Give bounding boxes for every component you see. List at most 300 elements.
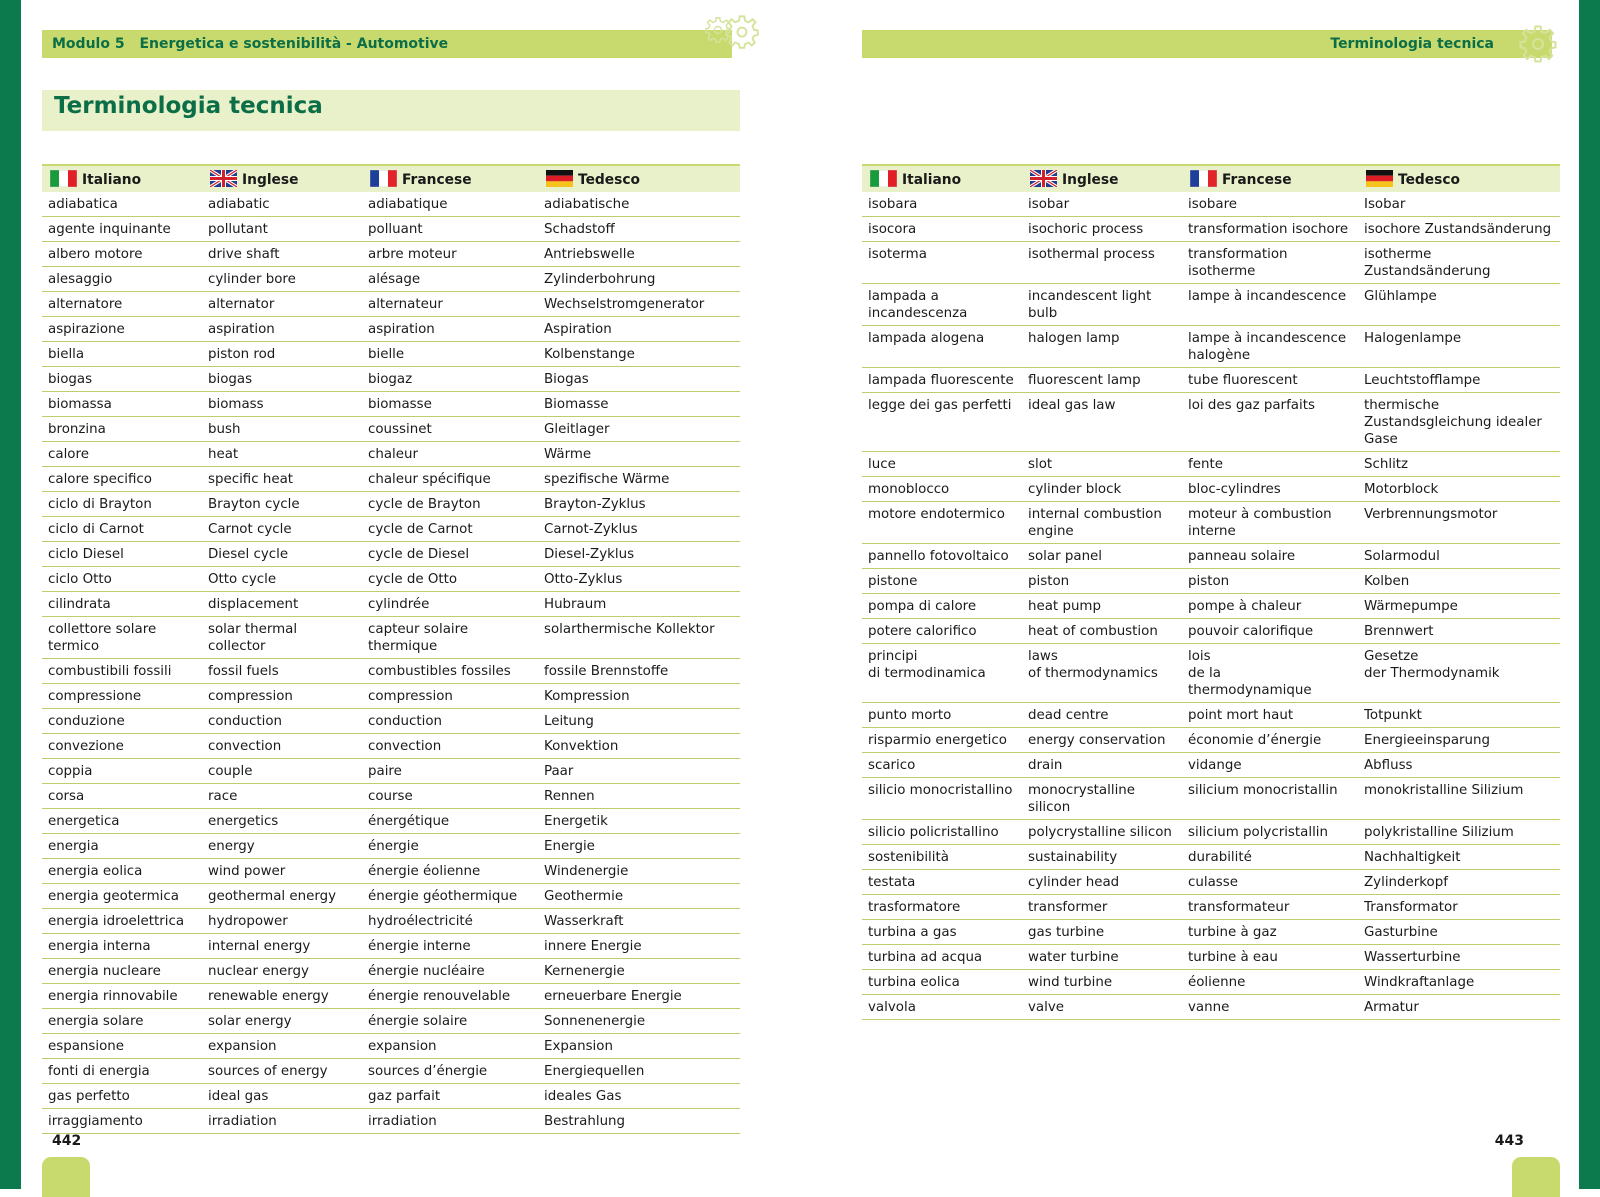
column-label: Francese xyxy=(1222,172,1292,188)
column-header-italian xyxy=(42,165,202,192)
term-italian: gas perfetto xyxy=(42,1084,202,1109)
term-german: Diesel-Zyklus xyxy=(538,542,740,567)
term-italian: lampada alogena xyxy=(862,326,1022,368)
table-row xyxy=(42,242,740,267)
term-french: paire xyxy=(362,759,538,784)
term-german: Leuchtstofflampe xyxy=(1358,368,1560,393)
term-french: durabilité xyxy=(1182,845,1358,870)
term-italian: punto morto xyxy=(862,703,1022,728)
table-row xyxy=(42,984,740,1009)
term-english: drain xyxy=(1022,753,1182,778)
term-german: Otto-Zyklus xyxy=(538,567,740,592)
term-french: énergie nucléaire xyxy=(362,959,538,984)
term-french: biogaz xyxy=(362,367,538,392)
term-english: renewable energy xyxy=(202,984,362,1009)
term-german: Bestrahlung xyxy=(538,1109,740,1134)
term-italian: energia interna xyxy=(42,934,202,959)
term-english: isochoric process xyxy=(1022,217,1182,242)
term-german: Glühlampe xyxy=(1358,284,1560,326)
table-row xyxy=(862,970,1560,995)
table-row xyxy=(42,442,740,467)
term-italian: sostenibilità xyxy=(862,845,1022,870)
term-italian: motore endotermico xyxy=(862,502,1022,544)
table-row xyxy=(862,995,1560,1020)
term-french: énergie géothermique xyxy=(362,884,538,909)
term-english: isothermal process xyxy=(1022,242,1182,284)
term-english: laws of thermodynamics xyxy=(1022,644,1182,703)
term-french: éolienne xyxy=(1182,970,1358,995)
page-tab xyxy=(1512,1157,1560,1197)
term-english: ideal gas xyxy=(202,1084,362,1109)
uk-flag-icon xyxy=(210,172,242,188)
term-french: chaleur xyxy=(362,442,538,467)
france-flag-icon xyxy=(1190,172,1222,188)
term-english: energy conservation xyxy=(1022,728,1182,753)
term-french: coussinet xyxy=(362,417,538,442)
table-row xyxy=(862,284,1560,326)
term-french: biomasse xyxy=(362,392,538,417)
term-german: Kolbenstange xyxy=(538,342,740,367)
term-german: Geothermie xyxy=(538,884,740,909)
term-french: tube fluorescent xyxy=(1182,368,1358,393)
term-italian: calore xyxy=(42,442,202,467)
term-english: cylinder block xyxy=(1022,477,1182,502)
term-english: biomass xyxy=(202,392,362,417)
term-english: wind turbine xyxy=(1022,970,1182,995)
table-row xyxy=(862,502,1560,544)
term-french: vanne xyxy=(1182,995,1358,1020)
table-row xyxy=(42,934,740,959)
term-german: solarthermische Kollektor xyxy=(538,617,740,659)
table-row xyxy=(42,617,740,659)
term-italian: convezione xyxy=(42,734,202,759)
term-german: Abfluss xyxy=(1358,753,1560,778)
term-italian: energia rinnovabile xyxy=(42,984,202,1009)
page-tab xyxy=(42,1157,90,1197)
table-row xyxy=(42,592,740,617)
term-german: Solarmodul xyxy=(1358,544,1560,569)
term-french: énergie éolienne xyxy=(362,859,538,884)
term-english: cylinder head xyxy=(1022,870,1182,895)
term-italian: lampada a incandescenza xyxy=(862,284,1022,326)
term-german: Energie xyxy=(538,834,740,859)
term-german: Wärmepumpe xyxy=(1358,594,1560,619)
column-header-german xyxy=(538,165,740,192)
table-row xyxy=(42,567,740,592)
term-english: adiabatic xyxy=(202,192,362,217)
page-right xyxy=(862,0,1560,1189)
column-header-italian xyxy=(862,165,1022,192)
term-english: sources of energy xyxy=(202,1059,362,1084)
term-french: chaleur spécifique xyxy=(362,467,538,492)
term-english: Otto cycle xyxy=(202,567,362,592)
term-english: energetics xyxy=(202,809,362,834)
table-row xyxy=(862,544,1560,569)
table-row xyxy=(862,870,1560,895)
term-french: culasse xyxy=(1182,870,1358,895)
term-french: cycle de Otto xyxy=(362,567,538,592)
term-italian: lampada fluorescente xyxy=(862,368,1022,393)
table-row xyxy=(862,895,1560,920)
table-row xyxy=(42,1009,740,1034)
term-german: Nachhaltigkeit xyxy=(1358,845,1560,870)
table-row xyxy=(862,477,1560,502)
term-french: course xyxy=(362,784,538,809)
page-left xyxy=(42,0,740,1189)
term-french: alésage xyxy=(362,267,538,292)
table-row xyxy=(42,1109,740,1134)
table-row xyxy=(862,845,1560,870)
table-row xyxy=(862,594,1560,619)
term-english: race xyxy=(202,784,362,809)
table-row xyxy=(42,709,740,734)
term-french: lampe à incandescence xyxy=(1182,284,1358,326)
term-english: aspiration xyxy=(202,317,362,342)
table-row xyxy=(42,809,740,834)
term-german: isochore Zustandsänderung xyxy=(1358,217,1560,242)
table-row xyxy=(42,542,740,567)
term-italian: turbina eolica xyxy=(862,970,1022,995)
term-french: fente xyxy=(1182,452,1358,477)
table-row xyxy=(42,784,740,809)
column-label: Tedesco xyxy=(578,172,641,188)
term-italian: legge dei gas perfetti xyxy=(862,393,1022,452)
term-german: Energetik xyxy=(538,809,740,834)
table-row xyxy=(862,778,1560,820)
term-english: energy xyxy=(202,834,362,859)
term-italian: alesaggio xyxy=(42,267,202,292)
table-row xyxy=(862,217,1560,242)
term-italian: turbina a gas xyxy=(862,920,1022,945)
term-french: énergie xyxy=(362,834,538,859)
term-french: conduction xyxy=(362,709,538,734)
term-english: halogen lamp xyxy=(1022,326,1182,368)
gear-icon xyxy=(1518,24,1558,64)
term-italian: monoblocco xyxy=(862,477,1022,502)
page-edge-right xyxy=(1579,0,1600,1189)
term-english: slot xyxy=(1022,452,1182,477)
italy-flag-icon xyxy=(50,172,82,188)
table-row xyxy=(42,834,740,859)
term-german: Totpunkt xyxy=(1358,703,1560,728)
term-italian: pompa di calore xyxy=(862,594,1022,619)
term-italian: isoterma xyxy=(862,242,1022,284)
term-french: adiabatique xyxy=(362,192,538,217)
term-english: heat pump xyxy=(1022,594,1182,619)
term-french: énergétique xyxy=(362,809,538,834)
table-row xyxy=(862,393,1560,452)
term-english: solar panel xyxy=(1022,544,1182,569)
table-row xyxy=(42,492,740,517)
table-row xyxy=(862,192,1560,217)
table-row xyxy=(862,703,1560,728)
term-german: Motorblock xyxy=(1358,477,1560,502)
term-french: point mort haut xyxy=(1182,703,1358,728)
term-french: pompe à chaleur xyxy=(1182,594,1358,619)
section-title-box xyxy=(42,90,740,131)
term-german: Brayton-Zyklus xyxy=(538,492,740,517)
table-row xyxy=(862,920,1560,945)
term-english: internal combustion engine xyxy=(1022,502,1182,544)
term-english: solar energy xyxy=(202,1009,362,1034)
term-french: lois de la thermodynamique xyxy=(1182,644,1358,703)
term-german: Kompression xyxy=(538,684,740,709)
term-italian: collettore solare termico xyxy=(42,617,202,659)
table-row xyxy=(42,192,740,217)
term-french: loi des gaz parfaits xyxy=(1182,393,1358,452)
term-german: Energiequellen xyxy=(538,1059,740,1084)
term-french: sources d’énergie xyxy=(362,1059,538,1084)
term-french: compression xyxy=(362,684,538,709)
term-italian: principi di termodinamica xyxy=(862,644,1022,703)
term-italian: conduzione xyxy=(42,709,202,734)
term-english: sustainability xyxy=(1022,845,1182,870)
term-italian: coppia xyxy=(42,759,202,784)
term-italian: agente inquinante xyxy=(42,217,202,242)
italy-flag-icon xyxy=(870,172,902,188)
term-french: cycle de Carnot xyxy=(362,517,538,542)
term-italian: adiabatica xyxy=(42,192,202,217)
term-english: monocrystalline silicon xyxy=(1022,778,1182,820)
term-italian: turbina ad acqua xyxy=(862,945,1022,970)
term-english: fluorescent lamp xyxy=(1022,368,1182,393)
term-german: thermische Zustandsgleichung idealer Gase xyxy=(1358,393,1560,452)
term-french: énergie renouvelable xyxy=(362,984,538,1009)
term-english: dead centre xyxy=(1022,703,1182,728)
table-row xyxy=(42,684,740,709)
term-italian: alternatore xyxy=(42,292,202,317)
term-english: heat xyxy=(202,442,362,467)
column-label: Inglese xyxy=(1062,172,1119,188)
table-row xyxy=(862,242,1560,284)
term-french: bielle xyxy=(362,342,538,367)
term-english: convection xyxy=(202,734,362,759)
column-label: Tedesco xyxy=(1398,172,1461,188)
term-french: cycle de Brayton xyxy=(362,492,538,517)
section-header-band xyxy=(862,30,1552,58)
column-label: Francese xyxy=(402,172,472,188)
term-english: polycrystalline silicon xyxy=(1022,820,1182,845)
page-number: 443 xyxy=(1494,1133,1524,1149)
term-english: heat of combustion xyxy=(1022,619,1182,644)
term-english: expansion xyxy=(202,1034,362,1059)
table-row xyxy=(42,959,740,984)
term-italian: silicio monocristallino xyxy=(862,778,1022,820)
term-french: isobare xyxy=(1182,192,1358,217)
term-french: turbine à gaz xyxy=(1182,920,1358,945)
term-german: innere Energie xyxy=(538,934,740,959)
term-french: cylindrée xyxy=(362,592,538,617)
term-italian: isocora xyxy=(862,217,1022,242)
term-german: Gasturbine xyxy=(1358,920,1560,945)
term-italian: testata xyxy=(862,870,1022,895)
term-italian: compressione xyxy=(42,684,202,709)
term-french: hydroélectricité xyxy=(362,909,538,934)
table-row xyxy=(42,759,740,784)
term-italian: energia solare xyxy=(42,1009,202,1034)
term-french: silicium polycristallin xyxy=(1182,820,1358,845)
term-german: Windenergie xyxy=(538,859,740,884)
vocabulary-table-left xyxy=(42,164,740,1134)
term-english: Brayton cycle xyxy=(202,492,362,517)
term-italian: biomassa xyxy=(42,392,202,417)
term-german: monokristalline Silizium xyxy=(1358,778,1560,820)
module-label: Modulo 5 xyxy=(52,36,125,52)
term-french: aspiration xyxy=(362,317,538,342)
term-french: piston xyxy=(1182,569,1358,594)
table-row xyxy=(862,326,1560,368)
table-row xyxy=(42,909,740,934)
column-header-german xyxy=(1358,165,1560,192)
term-french: transformation isotherme xyxy=(1182,242,1358,284)
term-english: piston rod xyxy=(202,342,362,367)
term-german: Transformator xyxy=(1358,895,1560,920)
section-header: Terminologia tecnica xyxy=(1330,36,1494,52)
table-row xyxy=(42,1059,740,1084)
term-french: économie d’énergie xyxy=(1182,728,1358,753)
term-french: panneau solaire xyxy=(1182,544,1358,569)
term-french: vidange xyxy=(1182,753,1358,778)
term-german: Armatur xyxy=(1358,995,1560,1020)
term-italian: ciclo di Brayton xyxy=(42,492,202,517)
term-english: nuclear energy xyxy=(202,959,362,984)
term-italian: combustibili fossili xyxy=(42,659,202,684)
term-german: spezifische Wärme xyxy=(538,467,740,492)
page-title: Terminologia tecnica xyxy=(54,93,323,119)
term-french: bloc-cylindres xyxy=(1182,477,1358,502)
term-french: combustibles fossiles xyxy=(362,659,538,684)
term-italian: valvola xyxy=(862,995,1022,1020)
term-english: specific heat xyxy=(202,467,362,492)
term-german: Brennwert xyxy=(1358,619,1560,644)
term-german: Leitung xyxy=(538,709,740,734)
term-french: énergie solaire xyxy=(362,1009,538,1034)
germany-flag-icon xyxy=(546,172,578,188)
term-german: Verbrennungsmotor xyxy=(1358,502,1560,544)
term-italian: energia geotermica xyxy=(42,884,202,909)
term-german: Hubraum xyxy=(538,592,740,617)
term-english: internal energy xyxy=(202,934,362,959)
term-italian: pannello fotovoltaico xyxy=(862,544,1022,569)
term-french: transformateur xyxy=(1182,895,1358,920)
column-header-french xyxy=(1182,165,1358,192)
term-french: capteur solaire thermique xyxy=(362,617,538,659)
table-row xyxy=(42,292,740,317)
table-row xyxy=(862,619,1560,644)
term-english: couple xyxy=(202,759,362,784)
term-english: incandescent light bulb xyxy=(1022,284,1182,326)
table-row xyxy=(42,1084,740,1109)
term-german: ideales Gas xyxy=(538,1084,740,1109)
term-italian: isobara xyxy=(862,192,1022,217)
table-row xyxy=(862,728,1560,753)
table-row xyxy=(42,884,740,909)
term-german: Wärme xyxy=(538,442,740,467)
table-row xyxy=(862,452,1560,477)
term-english: drive shaft xyxy=(202,242,362,267)
module-subject: Energetica e sostenibilità - Automotive xyxy=(139,36,449,52)
table-row xyxy=(862,569,1560,594)
term-french: énergie interne xyxy=(362,934,538,959)
term-german: Gesetze der Thermodynamik xyxy=(1358,644,1560,703)
term-english: valve xyxy=(1022,995,1182,1020)
column-header-english xyxy=(202,165,362,192)
term-english: biogas xyxy=(202,367,362,392)
term-german: Rennen xyxy=(538,784,740,809)
term-german: Sonnenenergie xyxy=(538,1009,740,1034)
term-french: irradiation xyxy=(362,1109,538,1134)
term-french: gaz parfait xyxy=(362,1084,538,1109)
term-german: Wasserturbine xyxy=(1358,945,1560,970)
term-english: isobar xyxy=(1022,192,1182,217)
table-row xyxy=(42,217,740,242)
term-german: Biogas xyxy=(538,367,740,392)
term-english: transformer xyxy=(1022,895,1182,920)
term-italian: cilindrata xyxy=(42,592,202,617)
term-italian: luce xyxy=(862,452,1022,477)
term-english: irradiation xyxy=(202,1109,362,1134)
table-row xyxy=(42,859,740,884)
table-row xyxy=(42,659,740,684)
column-label: Inglese xyxy=(242,172,299,188)
uk-flag-icon xyxy=(1030,172,1062,188)
term-german: Zylinderkopf xyxy=(1358,870,1560,895)
term-italian: ciclo di Carnot xyxy=(42,517,202,542)
term-english: solar thermal collector xyxy=(202,617,362,659)
column-label: Italiano xyxy=(902,172,962,188)
germany-flag-icon xyxy=(1366,172,1398,188)
table-row xyxy=(862,820,1560,845)
term-english: cylinder bore xyxy=(202,267,362,292)
term-english: gas turbine xyxy=(1022,920,1182,945)
term-french: cycle de Diesel xyxy=(362,542,538,567)
term-english: geothermal energy xyxy=(202,884,362,909)
term-german: Biomasse xyxy=(538,392,740,417)
term-english: hydropower xyxy=(202,909,362,934)
term-italian: calore specifico xyxy=(42,467,202,492)
table-row xyxy=(862,644,1560,703)
term-german: erneuerbare Energie xyxy=(538,984,740,1009)
term-italian: scarico xyxy=(862,753,1022,778)
term-english: Diesel cycle xyxy=(202,542,362,567)
term-english: water turbine xyxy=(1022,945,1182,970)
term-french: arbre moteur xyxy=(362,242,538,267)
term-german: Energieeinsparung xyxy=(1358,728,1560,753)
term-french: moteur à combustion interne xyxy=(1182,502,1358,544)
term-german: Carnot-Zyklus xyxy=(538,517,740,542)
term-french: convection xyxy=(362,734,538,759)
table-row xyxy=(42,342,740,367)
term-english: pollutant xyxy=(202,217,362,242)
term-italian: bronzina xyxy=(42,417,202,442)
vocabulary-table-right xyxy=(862,164,1560,1020)
column-label: Italiano xyxy=(82,172,142,188)
term-english: conduction xyxy=(202,709,362,734)
term-german: Windkraftanlage xyxy=(1358,970,1560,995)
table-row xyxy=(42,467,740,492)
term-english: displacement xyxy=(202,592,362,617)
term-german: Expansion xyxy=(538,1034,740,1059)
term-italian: fonti di energia xyxy=(42,1059,202,1084)
term-french: silicium monocristallin xyxy=(1182,778,1358,820)
term-german: Zylinderbohrung xyxy=(538,267,740,292)
term-german: polykristalline Silizium xyxy=(1358,820,1560,845)
term-english: wind power xyxy=(202,859,362,884)
term-german: Paar xyxy=(538,759,740,784)
term-italian: aspirazione xyxy=(42,317,202,342)
france-flag-icon xyxy=(370,172,402,188)
term-italian: energia idroelettrica xyxy=(42,909,202,934)
